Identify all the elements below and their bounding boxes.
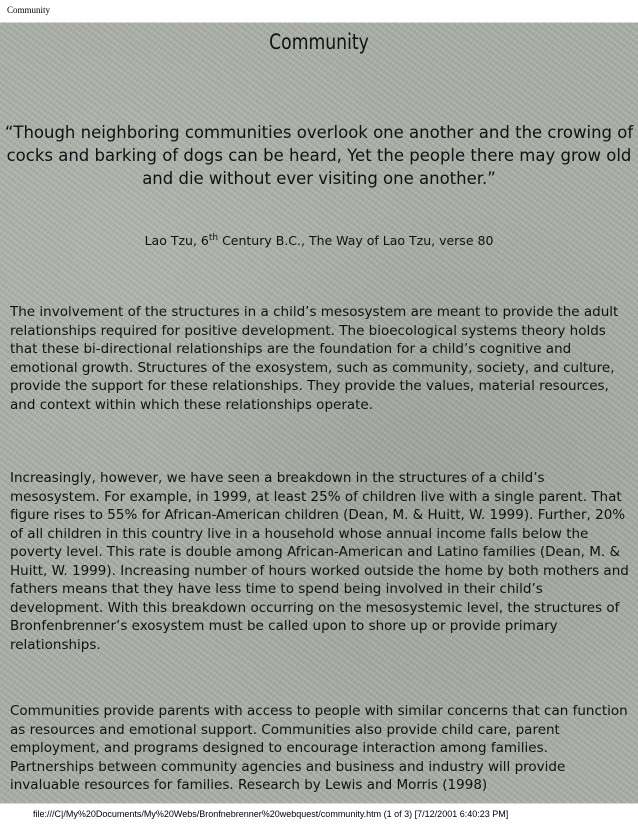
paragraph: The involvement of the structures in a child’s mesosystem are meant to provide the adult relationships required for positive development. The bioecological systems theory holds that these bi-directional relationships are the foundation for a child’s cognitive and emotional growth. Structures of the exosystem, such as community, society, and culture, provide the support for these relationships. They provide the values, material resources, and context within which these relationships operate. <box>10 304 619 413</box>
print-header <box>0 0 638 23</box>
attribution-suffix: Century B.C., The Way of Lao Tzu, verse 80 <box>218 233 494 248</box>
header-title: Community <box>7 5 51 15</box>
quote: “Though neighboring communities overlook one another and the crowing of cocks and barking of dogs can be heard, Yet the people there may grow old and die without ever visiting one another.” <box>4 123 634 188</box>
print-footer <box>0 803 638 826</box>
attribution-ordinal: th <box>208 233 219 243</box>
attribution-prefix: Lao Tzu, 6 <box>144 233 209 248</box>
quote-attribution <box>0 233 638 248</box>
footer-file-path: file:///C|/My%20Documents/My%20Webs/Bronfnebrenner%20webquest/community.htm (1 of 3) [7/12/2001 6:40:23 PM] <box>33 809 509 819</box>
page-title: Community <box>269 30 369 54</box>
paragraph: Communities provide parents with access to people with similar concerns that can function as resources and emotional support. Communities also provide child care, parent employment, and programs designed to encourage interaction among families. Partnerships between community agencies and business and industry will provide invaluable resources for families. Research by Lewis and Morris (1998) <box>10 703 628 793</box>
paragraph: Increasingly, however, we have seen a breakdown in the structures of a child’s mesosystem. For example, in 1999, at least 25% of children live with a single parent. That figure rises to 55% for African-American children (Dean, M. & Huitt, W. 1999). Further, 20% of all children in this country live in a household whose annual income falls below the poverty level. This rate is double among African-American and Latino families (Dean, M. & Huitt, W. 1999). Increasing number of hours worked outside the home by both mothers and fathers means that they have less time to spend being involved in their child’s development. With this breakdown occurring on the mesosystemic level, the structures of Bronfenbrenner’s exosystem must be called upon to shore up or provide primary relationships. <box>10 470 629 653</box>
